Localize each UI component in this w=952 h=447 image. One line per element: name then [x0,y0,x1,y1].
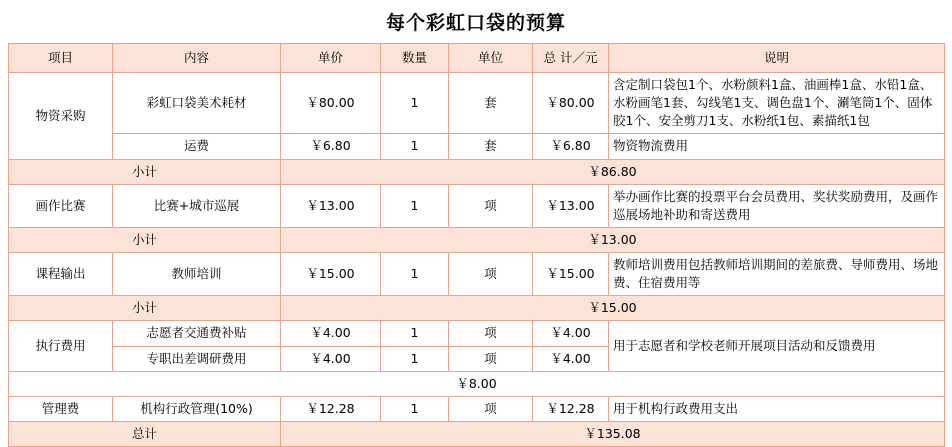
row-content: 志愿者交通费补贴 [113,321,281,346]
row-quantity: 1 [381,253,449,296]
table-header-row [9,44,945,73]
column-header-quantity: 数量 [381,44,449,73]
grand-total-row [9,421,945,446]
row-quantity: 1 [381,184,449,227]
row-quantity: 1 [381,134,449,159]
row-unit-price: ￥6.80 [281,134,381,159]
table-header [9,44,945,73]
row-unit: 套 [449,134,533,159]
table-body [9,73,945,447]
grand-total-value: ￥135.08 [281,421,945,446]
row-unit: 套 [449,73,533,134]
subtotal-label: 小计 [9,159,281,184]
row-unit: 项 [449,321,533,346]
row-content: 运费 [113,134,281,159]
row-quantity: 1 [381,346,449,371]
row-total: ￥12.28 [533,396,609,421]
budget-table [8,43,945,447]
row-total: ￥13.00 [533,184,609,227]
column-header-project: 项目 [9,44,113,73]
row-unit-price: ￥12.28 [281,396,381,421]
row-unit-price: ￥15.00 [281,253,381,296]
column-header-unit-price: 单价 [281,44,381,73]
sum-row [9,371,945,396]
row-category: 画作比赛 [9,184,113,227]
row-description: 含定制口袋包1个、水粉颜料1盒、油画棒1盒、水铅1盒、水粉画笔1套、勾线笔1支、调色盘1个、涮笔筒1个、固体胶1个、安全剪刀1支、水粉纸1包、素描纸1包 [609,73,945,134]
row-unit: 项 [449,396,533,421]
table-row [9,73,945,134]
row-category: 管理费 [9,396,113,421]
row-unit-price: ￥80.00 [281,73,381,134]
row-content: 机构行政管理(10%) [113,396,281,421]
column-header-unit: 单位 [449,44,533,73]
row-unit: 项 [449,184,533,227]
table-row [9,253,945,296]
row-quantity: 1 [381,321,449,346]
row-total: ￥80.00 [533,73,609,134]
row-content: 教师培训 [113,253,281,296]
row-total: ￥4.00 [533,346,609,371]
row-content: 彩虹口袋美术耗材 [113,73,281,134]
row-unit: 项 [449,346,533,371]
column-header-description: 说明 [609,44,945,73]
row-unit-price: ￥13.00 [281,184,381,227]
subtotal-row [9,159,945,184]
row-category: 课程输出 [9,253,113,296]
row-category: 物资采购 [9,73,113,160]
column-header-content: 内容 [113,44,281,73]
row-total: ￥4.00 [533,321,609,346]
row-description: 举办画作比赛的投票平台会员费用、奖状奖励费用，及画作巡展场地补助和寄送费用 [609,184,945,227]
subtotal-label: 小计 [9,296,281,321]
row-description: 用于志愿者和学校老师开展项目活动和反馈费用 [609,321,945,371]
page-title: 每个彩虹口袋的预算 [385,12,566,34]
row-total: ￥6.80 [533,134,609,159]
row-quantity: 1 [381,73,449,134]
row-unit-price: ￥4.00 [281,346,381,371]
table-row [9,321,945,346]
table-row [9,134,945,159]
grand-total-label: 总计 [9,421,281,446]
subtotal-row [9,296,945,321]
row-category: 执行费用 [9,321,113,371]
row-description: 物资物流费用 [609,134,945,159]
row-description: 教师培训费用包括教师培训期间的差旅费、导师费用、场地费、住宿费用等 [609,253,945,296]
row-content: 专职出差调研费用 [113,346,281,371]
row-unit-price: ￥4.00 [281,321,381,346]
row-total: ￥15.00 [533,253,609,296]
column-header-total: 总 计／元 [533,44,609,73]
subtotal-label: 小计 [9,227,281,252]
table-row [9,184,945,227]
table-row [9,396,945,421]
row-content: 比赛+城市巡展 [113,184,281,227]
sum-value: ￥8.00 [9,371,945,396]
subtotal-value: ￥15.00 [281,296,945,321]
row-unit: 项 [449,253,533,296]
row-description: 用于机构行政费用支出 [609,396,945,421]
row-quantity: 1 [381,396,449,421]
subtotal-value: ￥13.00 [281,227,945,252]
subtotal-row [9,227,945,252]
subtotal-value: ￥86.80 [281,159,945,184]
